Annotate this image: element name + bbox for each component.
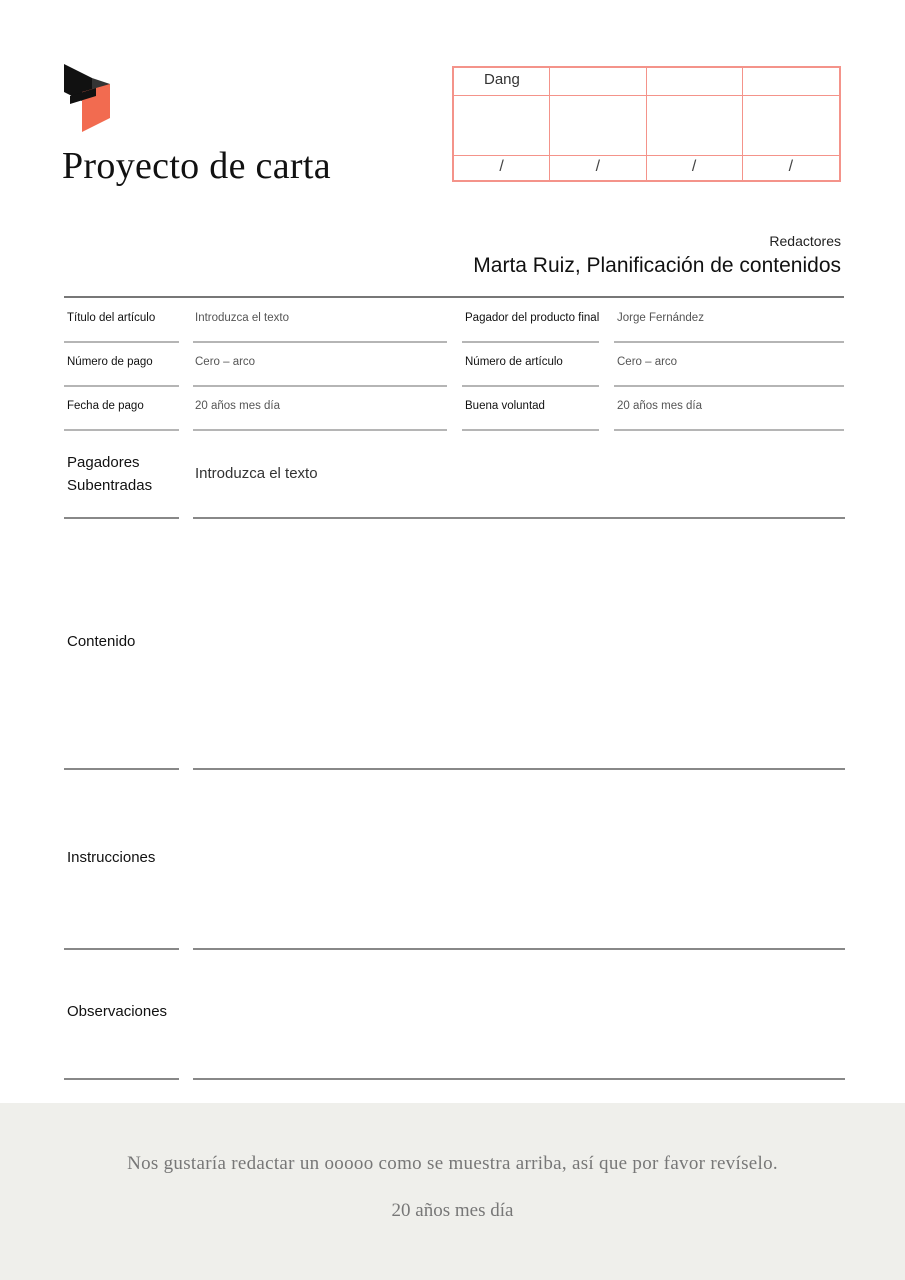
divider bbox=[64, 1078, 179, 1080]
final-payer-label: Pagador del producto final bbox=[465, 312, 600, 324]
payers-label bbox=[67, 451, 152, 497]
approval-grid bbox=[452, 66, 841, 182]
divider bbox=[614, 385, 844, 387]
instructions-field-line[interactable] bbox=[193, 948, 845, 950]
approval-header-cell bbox=[647, 68, 743, 96]
article-number-label: Número de artículo bbox=[465, 356, 563, 368]
article-title-label: Título del artículo bbox=[67, 312, 156, 324]
observations-label: Observaciones bbox=[67, 1003, 168, 1020]
page-title: Proyecto de carta bbox=[62, 145, 331, 187]
divider bbox=[193, 517, 845, 519]
divider bbox=[193, 341, 447, 343]
table-top-rule bbox=[64, 296, 844, 298]
article-title-value[interactable]: Introduzca el texto bbox=[195, 312, 289, 324]
approval-signature-cell[interactable] bbox=[454, 96, 550, 156]
article-number-value[interactable]: Cero – arco bbox=[617, 356, 678, 368]
payment-date-value[interactable]: 20 años mes día bbox=[195, 400, 281, 412]
writers-value: Marta Ruiz, Planificación de contenidos bbox=[473, 254, 841, 277]
divider bbox=[64, 385, 179, 387]
approval-signature-cell[interactable] bbox=[550, 96, 646, 156]
divider bbox=[64, 517, 179, 519]
final-payer-value[interactable]: Jorge Fernández bbox=[617, 312, 704, 324]
divider bbox=[614, 341, 844, 343]
observations-field-line[interactable] bbox=[193, 1078, 845, 1080]
divider bbox=[64, 341, 179, 343]
divider bbox=[193, 429, 447, 431]
footer bbox=[0, 1103, 905, 1280]
company-logo bbox=[62, 62, 112, 134]
approval-header-label: Dang bbox=[454, 68, 550, 96]
divider bbox=[64, 948, 179, 950]
content-field-line[interactable] bbox=[193, 768, 845, 770]
payers-label-line1: Pagadores bbox=[67, 454, 140, 471]
approval-signature-cell[interactable] bbox=[647, 96, 743, 156]
approval-date-cell[interactable]: / bbox=[788, 158, 794, 175]
footer-date: 20 años mes día bbox=[391, 1200, 514, 1221]
approval-date-cell[interactable]: / bbox=[454, 156, 550, 180]
payment-number-value[interactable]: Cero – arco bbox=[195, 356, 256, 368]
divider bbox=[614, 429, 844, 431]
payment-date-label: Fecha de pago bbox=[67, 400, 144, 412]
divider bbox=[462, 385, 599, 387]
goodwill-value[interactable]: 20 años mes día bbox=[617, 400, 703, 412]
divider bbox=[193, 385, 447, 387]
payers-label-line2: Subentradas bbox=[67, 477, 153, 494]
content-label: Contenido bbox=[67, 633, 136, 650]
payers-value[interactable]: Introduzca el texto bbox=[195, 465, 318, 482]
divider bbox=[64, 768, 179, 770]
divider bbox=[64, 429, 179, 431]
approval-date-cell[interactable]: / bbox=[647, 156, 743, 180]
approval-header-cell bbox=[550, 68, 646, 96]
approval-header-cell bbox=[743, 68, 839, 96]
approval-date-cell[interactable]: / bbox=[550, 156, 646, 180]
writers-block bbox=[473, 233, 841, 278]
goodwill-label: Buena voluntad bbox=[465, 400, 545, 412]
approval-signature-cell[interactable] bbox=[743, 96, 839, 156]
divider bbox=[462, 429, 599, 431]
divider bbox=[462, 341, 599, 343]
writers-label: Redactores bbox=[769, 233, 841, 249]
footer-message: Nos gustaría redactar un ooooo como se muestra arriba, así que por favor revíselo. bbox=[127, 1153, 778, 1174]
payment-number-label: Número de pago bbox=[67, 356, 153, 368]
instructions-label: Instrucciones bbox=[67, 849, 156, 866]
